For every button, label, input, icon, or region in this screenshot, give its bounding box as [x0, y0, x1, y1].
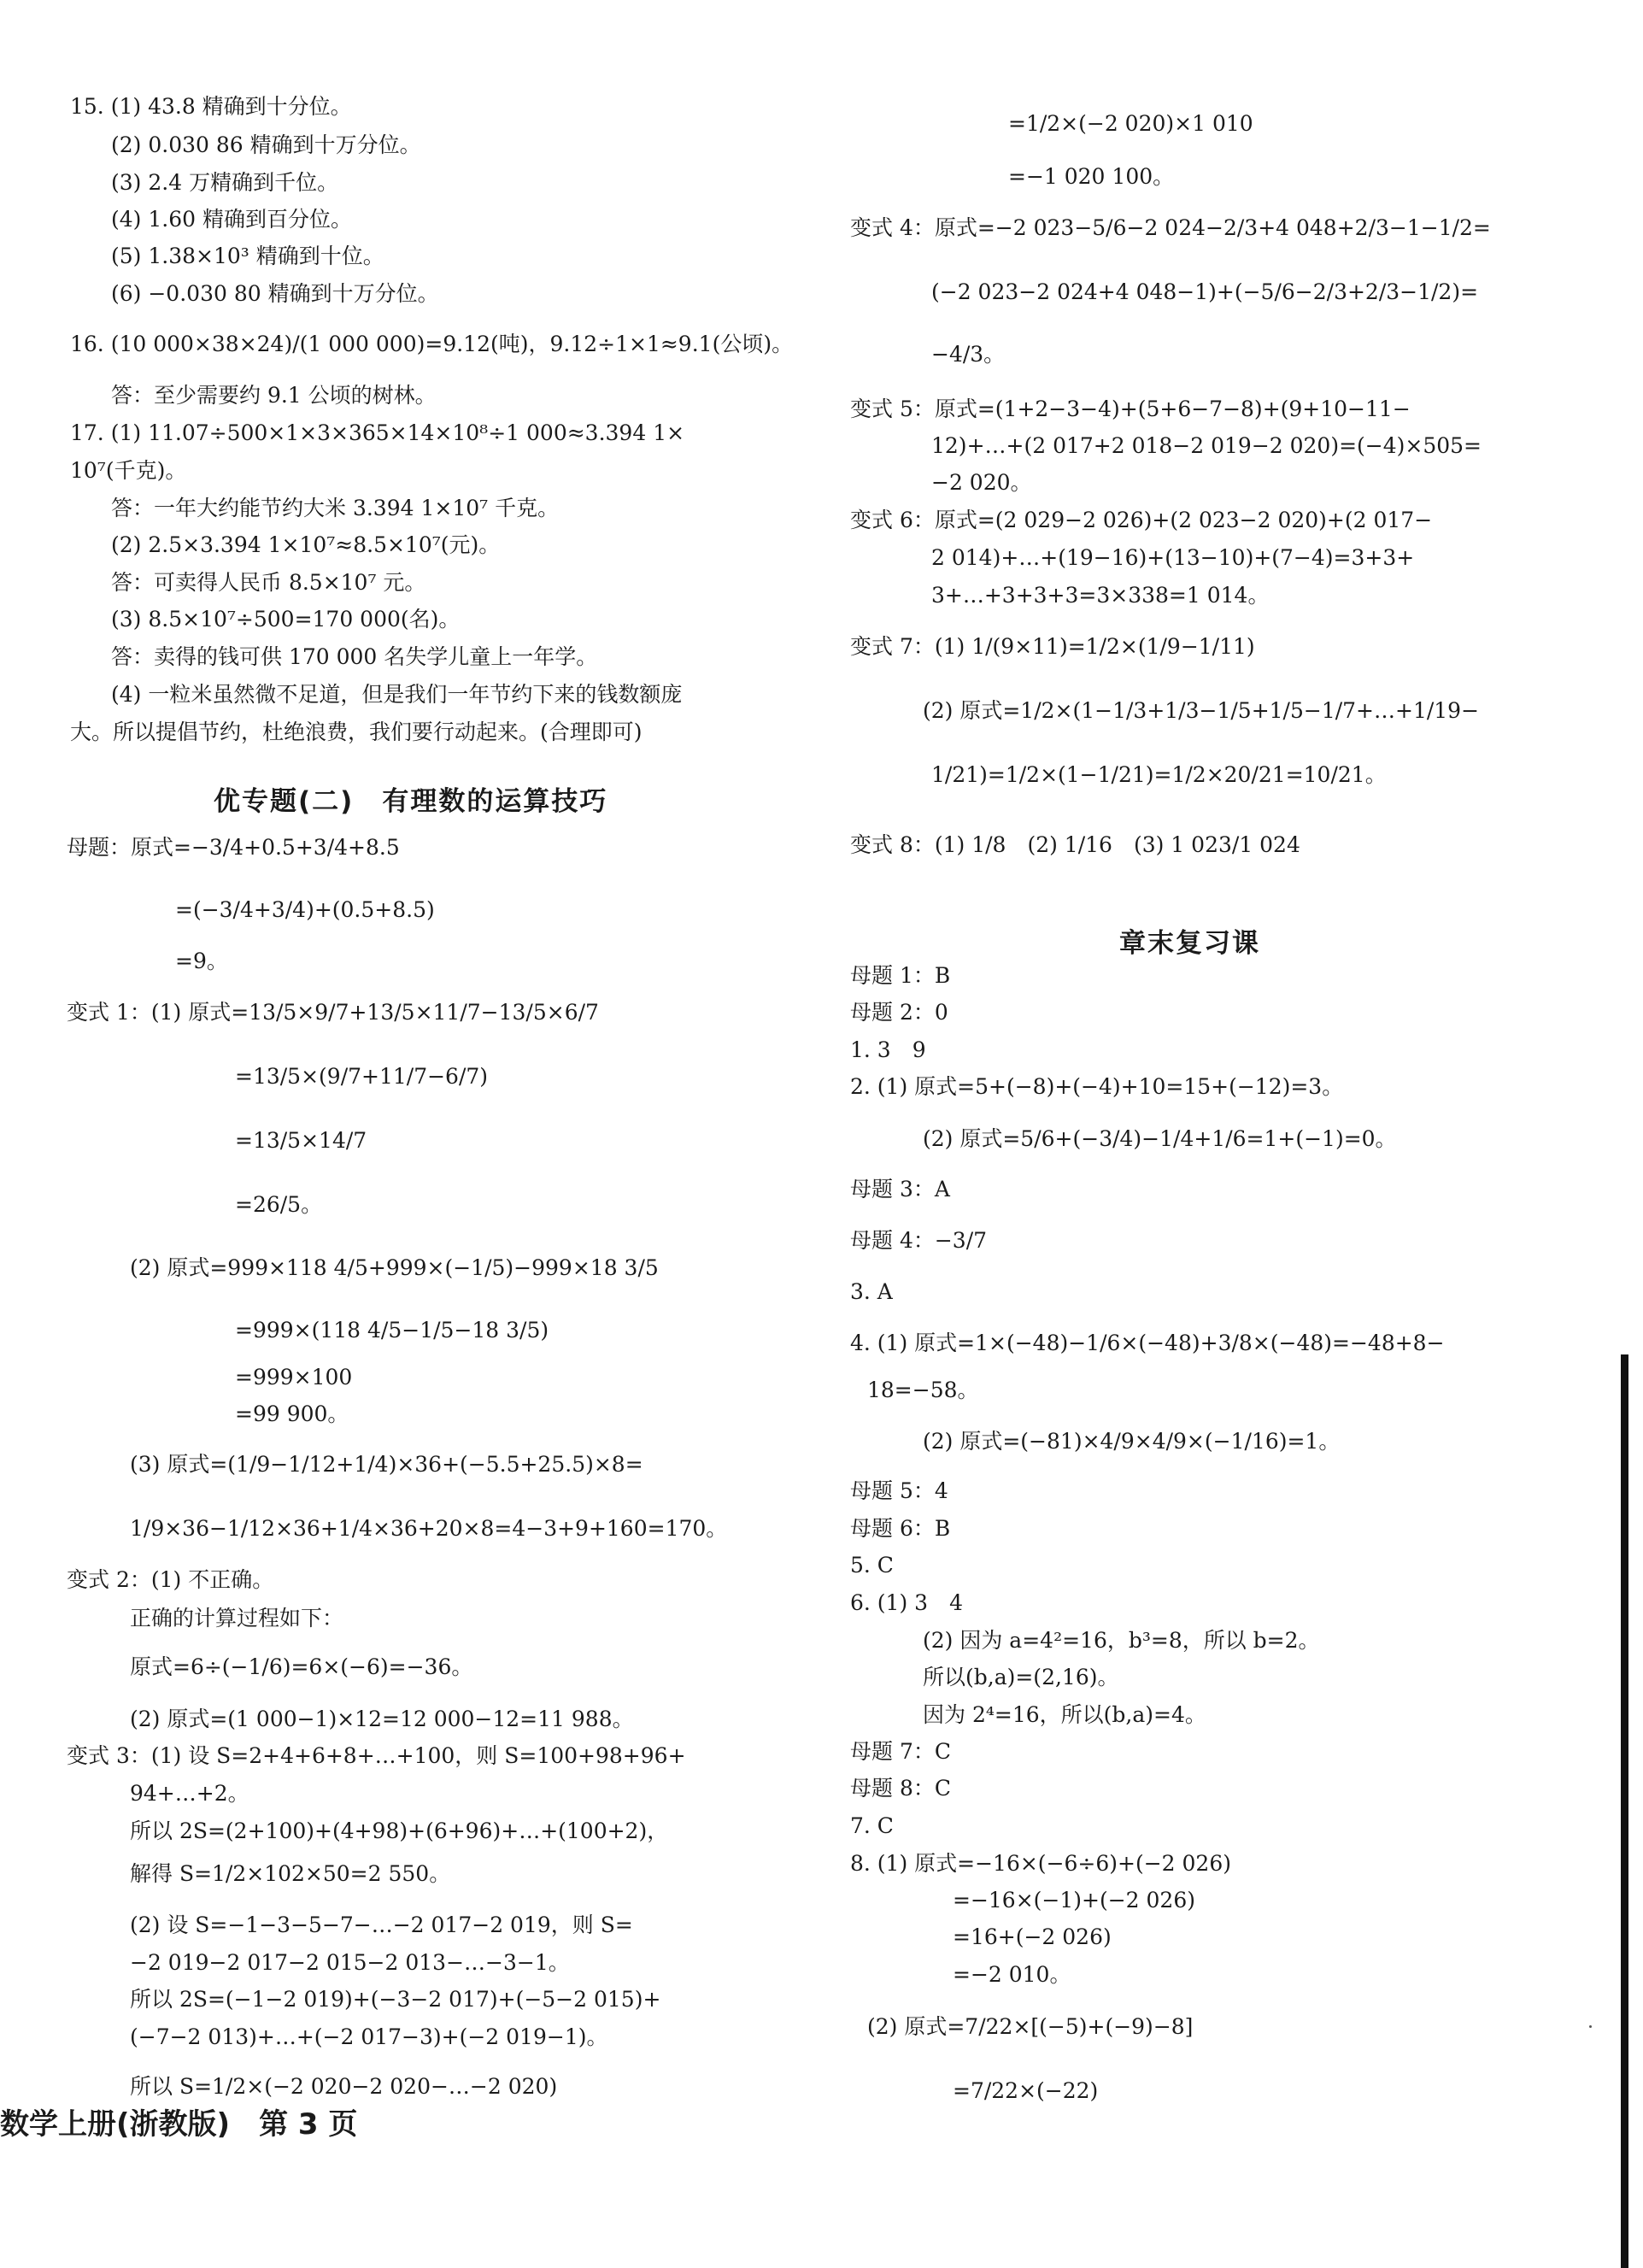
line: 12)+…+(2 017+2 018−2 019−2 020)=(−4)×505=: [931, 433, 1482, 458]
line: (5) 1.38×10³ 精确到十位。: [111, 244, 384, 268]
line: (3) 2.4 万精确到千位。: [111, 170, 339, 195]
line: =99 900。: [235, 1401, 349, 1426]
line: −2 019−2 017−2 015−2 013−…−3−1。: [130, 1950, 570, 1975]
line: 3+…+3+3+3=3×338=1 014。: [931, 583, 1270, 608]
line: 所以 S=1/2×(−2 020−2 020−…−2 020): [130, 2074, 558, 2099]
line: =999×(118 4/5−1/5−18 3/5): [235, 1318, 549, 1343]
line: (4) 1.60 精确到百分位。: [111, 207, 352, 232]
line: 变式 8：(1) 1/8 (2) 1/16 (3) 1 023/1 024: [850, 832, 1300, 857]
line: 母题 2：0: [850, 1000, 948, 1025]
section-title: 优专题(二) 有理数的运算技巧: [214, 786, 608, 817]
line: 8. (1) 原式=−16×(−6÷6)+(−2 026): [850, 1851, 1231, 1876]
line: (2) 原式=5/6+(−3/4)−1/4+1/6=1+(−1)=0。: [923, 1126, 1397, 1151]
line: (2) 设 S=−1−3−5−7−…−2 017−2 019，则 S=: [130, 1913, 633, 1937]
line: 3. A: [850, 1279, 893, 1304]
line: −4/3。: [931, 342, 1006, 367]
line: =26/5。: [235, 1192, 323, 1217]
line: 母题 1：B: [850, 963, 951, 988]
binding-edge: [1621, 1354, 1628, 2268]
line: (3) 8.5×10⁷÷500=170 000(名)。: [111, 607, 461, 632]
line: (2) 原式=(1 000−1)×12=12 000−12=11 988。: [130, 1707, 634, 1731]
line: 变式 3：(1) 设 S=2+4+6+8+…+100，则 S=100+98+96+: [67, 1743, 686, 1768]
line: =−16×(−1)+(−2 026): [953, 1888, 1195, 1913]
scan-speck: [1589, 2025, 1592, 2028]
line: 变式 5：原式=(1+2−3−4)+(5+6−7−8)+(9+10−11−: [850, 397, 1411, 421]
line: 6. (1) 3 4: [850, 1590, 963, 1615]
line: 17. (1) 11.07÷500×1×3×365×14×10⁸÷1 000≈3.394 1×: [70, 420, 685, 445]
line: 4. (1) 原式=1×(−48)−1/6×(−48)+3/8×(−48)=−48+8−: [850, 1331, 1445, 1355]
line: (2) 0.030 86 精确到十万分位。: [111, 132, 421, 157]
line: =−1 020 100。: [1008, 164, 1175, 189]
line: =−2 010。: [953, 1962, 1071, 1987]
line: (2) 2.5×3.394 1×10⁷≈8.5×10⁷(元)。: [111, 532, 501, 557]
line: 94+…+2。: [130, 1781, 249, 1806]
line: (2) 原式=7/22×[(−5)+(−9)−8]: [867, 2014, 1194, 2039]
line: (2) 因为 a=4²=16，b³=8，所以 b=2。: [923, 1628, 1320, 1653]
line: 母题 5：4: [850, 1478, 948, 1503]
line: 变式 4：原式=−2 023−5/6−2 024−2/3+4 048+2/3−1−1/2=: [850, 215, 1491, 240]
page-footer: 数学上册(浙教版) 第 3 页: [0, 2107, 358, 2142]
line: 18=−58。: [867, 1378, 979, 1402]
line: 母题：原式=−3/4+0.5+3/4+8.5: [67, 835, 400, 860]
line: 因为 2⁴=16，所以(b,a)=4。: [923, 1702, 1206, 1727]
line: 7. C: [850, 1813, 894, 1838]
line: 1. 3 9: [850, 1037, 926, 1062]
line: 5. C: [850, 1553, 894, 1578]
left-column: [0, 0, 795, 2268]
right-column: [820, 0, 1615, 2268]
line: 正确的计算过程如下：: [130, 1606, 344, 1630]
line: 答：至少需要约 9.1 公顷的树林。: [111, 383, 437, 408]
line: (4) 一粒米虽然微不足道，但是我们一年节约下来的钱数额庞: [111, 682, 683, 707]
line: =9。: [175, 949, 228, 973]
line: =13/5×14/7: [235, 1128, 367, 1153]
line: =7/22×(−22): [953, 2078, 1099, 2103]
line: 母题 7：C: [850, 1739, 951, 1764]
line: 原式=6÷(−1/6)=6×(−6)=−36。: [130, 1654, 473, 1679]
line: 母题 3：A: [850, 1177, 950, 1202]
line: 解得 S=1/2×102×50=2 550。: [130, 1861, 451, 1886]
line: 2. (1) 原式=5+(−8)+(−4)+10=15+(−12)=3。: [850, 1074, 1344, 1099]
line: (3) 原式=(1/9−1/12+1/4)×36+(−5.5+25.5)×8=: [130, 1452, 643, 1477]
line: (2) 原式=999×118 4/5+999×(−1/5)−999×18 3/5: [130, 1255, 659, 1280]
line: −2 020。: [931, 470, 1032, 495]
line: 所以(b,a)=(2,16)。: [923, 1665, 1119, 1689]
line: 变式 2：(1) 不正确。: [67, 1567, 274, 1592]
line: 变式 6：原式=(2 029−2 026)+(2 023−2 020)+(2 017−: [850, 508, 1433, 532]
line: 所以 2S=(2+100)+(4+98)+(6+96)+…+(100+2)，: [130, 1819, 669, 1843]
line: 1/9×36−1/12×36+1/4×36+20×8=4−3+9+160=170。: [130, 1516, 728, 1541]
line: 16. (10 000×38×24)/(1 000 000)=9.12(吨)，9.12÷1×1≈9.1(公顷)。: [70, 332, 794, 356]
line: (−2 023−2 024+4 048−1)+(−5/6−2/3+2/3−1/2)=: [931, 279, 1479, 304]
line: 答：一年大约能节约大米 3.394 1×10⁷ 千克。: [111, 496, 560, 520]
line: 母题 4：−3/7: [850, 1228, 988, 1253]
line: 2 014)+…+(19−16)+(13−10)+(7−4)=3+3+: [931, 545, 1415, 570]
line: 变式 1：(1) 原式=13/5×9/7+13/5×11/7−13/5×6/7: [67, 1000, 599, 1025]
line: =16+(−2 026): [953, 1924, 1112, 1949]
line: (6) −0.030 80 精确到十万分位。: [111, 281, 439, 306]
line: (2) 原式=1/2×(1−1/3+1/3−1/5+1/5−1/7+…+1/19−: [923, 698, 1480, 723]
line: =13/5×(9/7+11/7−6/7): [235, 1064, 489, 1089]
line: =1/2×(−2 020)×1 010: [1008, 111, 1253, 136]
line: 所以 2S=(−1−2 019)+(−3−2 017)+(−5−2 015)+: [130, 1987, 661, 2012]
line: 母题 6：B: [850, 1516, 951, 1541]
line: =(−3/4+3/4)+(0.5+8.5): [175, 897, 435, 922]
line: (2) 原式=(−81)×4/9×4/9×(−1/16)=1。: [923, 1429, 1341, 1454]
line: 10⁷(千克)。: [70, 458, 187, 483]
line: 1/21)=1/2×(1−1/21)=1/2×20/21=10/21。: [931, 762, 1387, 787]
line: 15. (1) 43.8 精确到十分位。: [70, 94, 352, 119]
line: =999×100: [235, 1365, 353, 1390]
line: 答：可卖得人民币 8.5×10⁷ 元。: [111, 570, 426, 595]
line: 母题 8：C: [850, 1776, 951, 1801]
section-title: 章末复习课: [1119, 928, 1260, 959]
line: 变式 7：(1) 1/(9×11)=1/2×(1/9−1/11): [850, 634, 1255, 659]
line: (−7−2 013)+…+(−2 017−3)+(−2 019−1)。: [130, 2024, 608, 2049]
line: 大。所以提倡节约，杜绝浪费，我们要行动起来。(合理即可): [70, 720, 643, 744]
line: 答：卖得的钱可供 170 000 名失学儿童上一年学。: [111, 644, 598, 669]
